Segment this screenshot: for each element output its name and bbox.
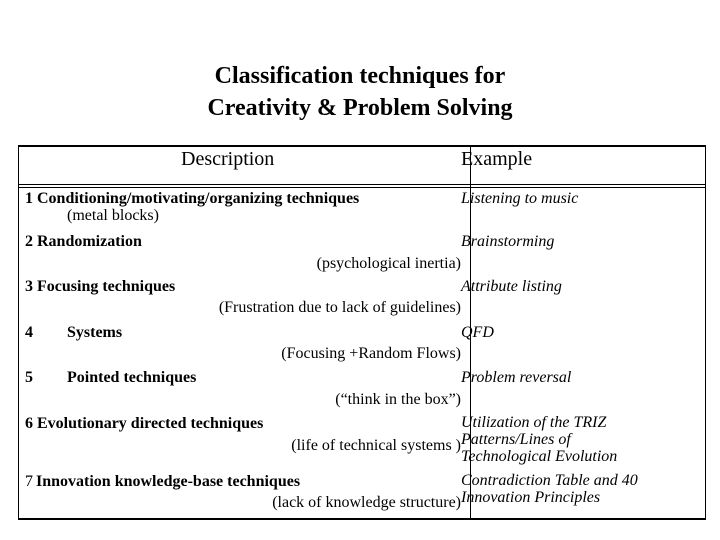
header-description: Description [181, 148, 275, 170]
title-line-1: Classification techniques for [214, 63, 506, 89]
row-1-label: 1 Conditioning/motivating/organizing techniques [25, 190, 360, 207]
row-6-label: 6 Evolutionary directed techniques [25, 415, 264, 432]
row-3-label: 3 Focusing techniques [25, 278, 176, 295]
row-6-example-line-2: Patterns/Lines of [461, 431, 571, 448]
row-1-example: Listening to music [461, 190, 579, 207]
row-7-label: Innovation knowledge-base techniques [36, 473, 301, 490]
header-example: Example [461, 148, 533, 170]
row-7-example-line-1: Contradiction Table and 40 [461, 472, 638, 489]
row-1-note: (metal blocks) [67, 207, 159, 224]
row-5-example: Problem reversal [461, 369, 572, 386]
row-6-note: (life of technical systems ) [291, 437, 461, 454]
row-5-label: Pointed techniques [67, 369, 197, 386]
row-6-example-line-1: Utilization of the TRIZ [461, 414, 607, 431]
row-3-note: (Frustration due to lack of guidelines) [218, 299, 461, 316]
header-separator-bottom [19, 187, 705, 188]
slide-title [0, 60, 720, 124]
row-5-number: 5 [25, 369, 33, 386]
header-separator-top [19, 184, 705, 185]
row-4-label: Systems [67, 324, 123, 341]
row-3-example: Attribute listing [461, 278, 562, 295]
row-2-note: (psychological inertia) [316, 255, 461, 272]
row-5-note: (“think in the box”) [335, 391, 461, 408]
title-line-2: Creativity & Problem Solving [207, 95, 513, 121]
row-4-number: 4 [25, 324, 33, 341]
row-7-example-line-2: Innovation Principles [461, 489, 601, 506]
row-4-note: (Focusing +Random Flows) [281, 345, 461, 362]
row-7-note: (lack of knowledge structure) [272, 494, 461, 511]
row-2-example: Brainstorming [461, 233, 555, 250]
row-2-label: 2 Randomization [25, 233, 142, 250]
row-6-example-line-3: Technological Evolution [461, 448, 618, 465]
row-7-number: 7 [25, 473, 33, 490]
row-4-example: QFD [461, 324, 494, 341]
classification-table [18, 145, 706, 520]
